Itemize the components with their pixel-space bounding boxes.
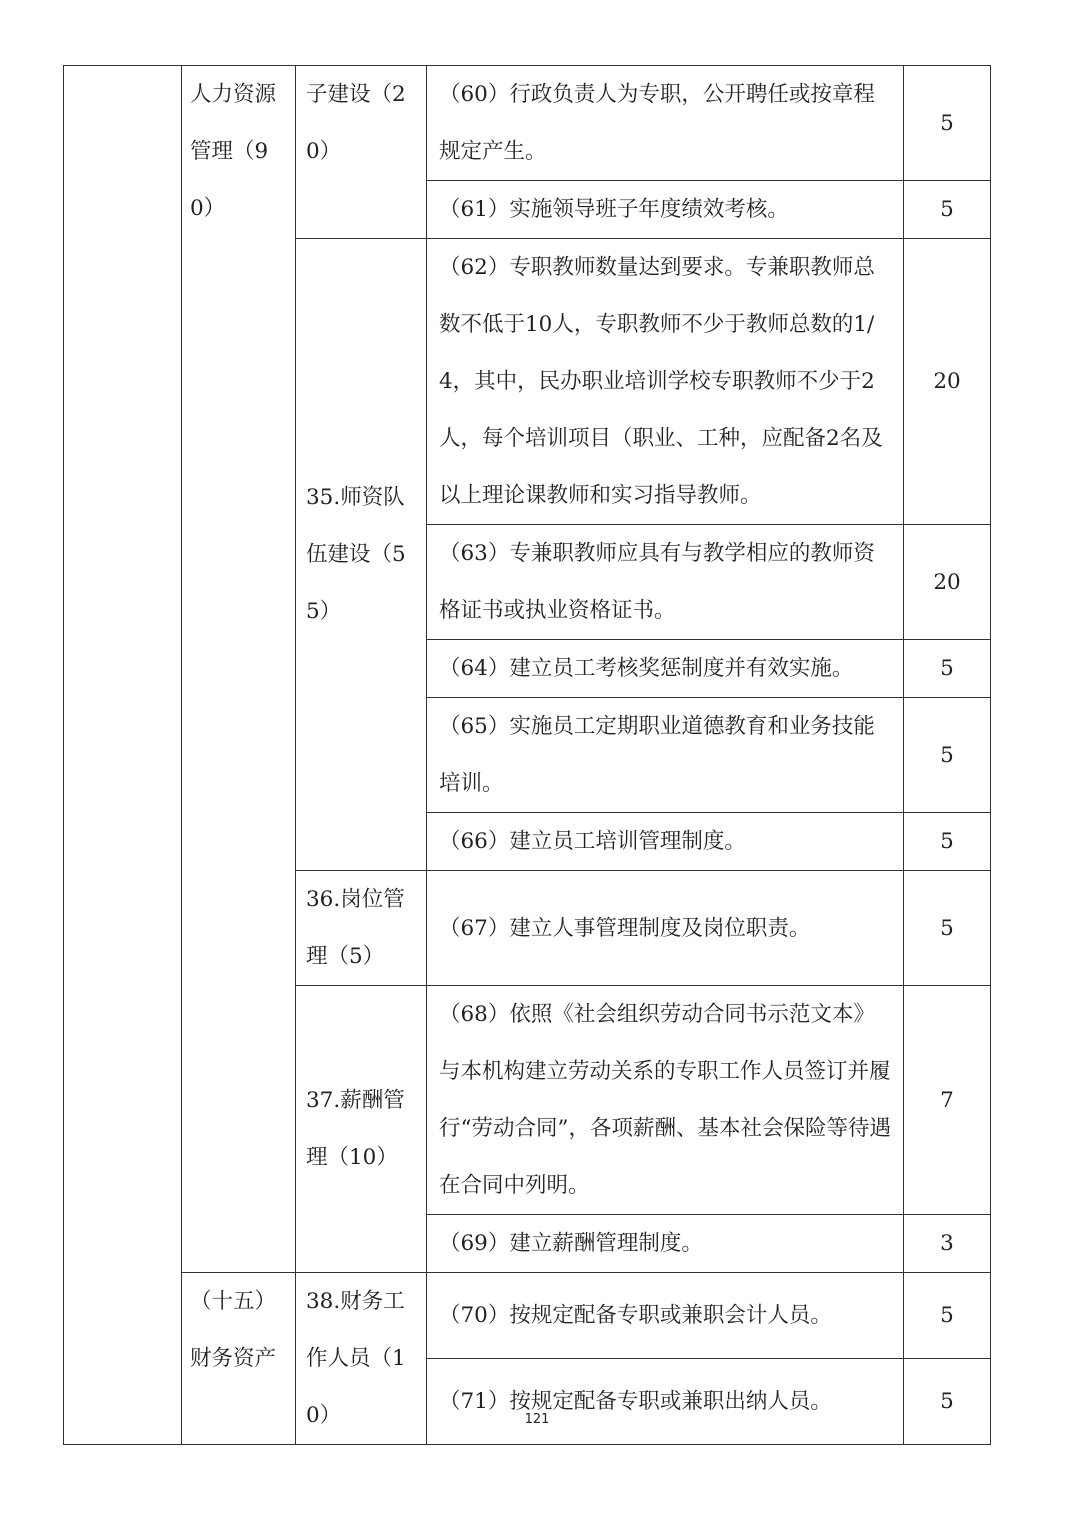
criterion-62: （62）专职教师数量达到要求。专兼职教师总数不低于10人，专职教师不少于教师总数的1/4，其中，民办职业培训学校专职教师不少于2人，每个培训项目（职业、工种，应配备2名及以上理论课教师和实习指导教师。 [427,239,904,525]
score-65: 5 [904,698,991,813]
item-faculty-construction: 35.师资队伍建设（55） [296,239,427,871]
score-69: 3 [904,1215,991,1273]
score-64: 5 [904,640,991,698]
criterion-60: （60）行政负责人为专职，公开聘任或按章程规定产生。 [427,66,904,181]
score-70: 5 [904,1273,991,1359]
category-finance-assets: （十五）财务资产 [182,1273,296,1445]
item-salary-management: 37.薪酬管理（10） [296,986,427,1273]
score-71: 5 [904,1359,991,1445]
criterion-69: （69）建立薪酬管理制度。 [427,1215,904,1273]
evaluation-table [63,65,991,1445]
criterion-71: （71）按规定配备专职或兼职出纳人员。 [427,1359,904,1445]
category-hr-management: 人力资源管理（90） [182,66,296,1273]
score-63: 20 [904,525,991,640]
item-finance-staff: 38.财务工作人员（10） [296,1273,427,1445]
score-66: 5 [904,813,991,871]
score-68: 7 [904,986,991,1215]
page-number: 121 [524,1412,550,1427]
criterion-66: （66）建立员工培训管理制度。 [427,813,904,871]
criterion-68: （68）依照《社会组织劳动合同书示范文本》与本机构建立劳动关系的专职工作人员签订并履行“劳动合同”，各项薪酬、基本社会保险等待遇在合同中列明。 [427,986,904,1215]
criterion-61: （61）实施领导班子年度绩效考核。 [427,181,904,239]
criterion-64: （64）建立员工考核奖惩制度并有效实施。 [427,640,904,698]
score-62: 20 [904,239,991,525]
blank-first-column [64,66,182,1445]
item-leadership-construction: 子建设（20） [296,66,427,239]
criterion-67: （67）建立人事管理制度及岗位职责。 [427,871,904,986]
score-60: 5 [904,66,991,181]
criterion-63: （63）专兼职教师应具有与教学相应的教师资格证书或执业资格证书。 [427,525,904,640]
score-67: 5 [904,871,991,986]
criterion-70: （70）按规定配备专职或兼职会计人员。 [427,1273,904,1359]
score-61: 5 [904,181,991,239]
criterion-65: （65）实施员工定期职业道德教育和业务技能培训。 [427,698,904,813]
item-post-management: 36.岗位管理（5） [296,871,427,986]
